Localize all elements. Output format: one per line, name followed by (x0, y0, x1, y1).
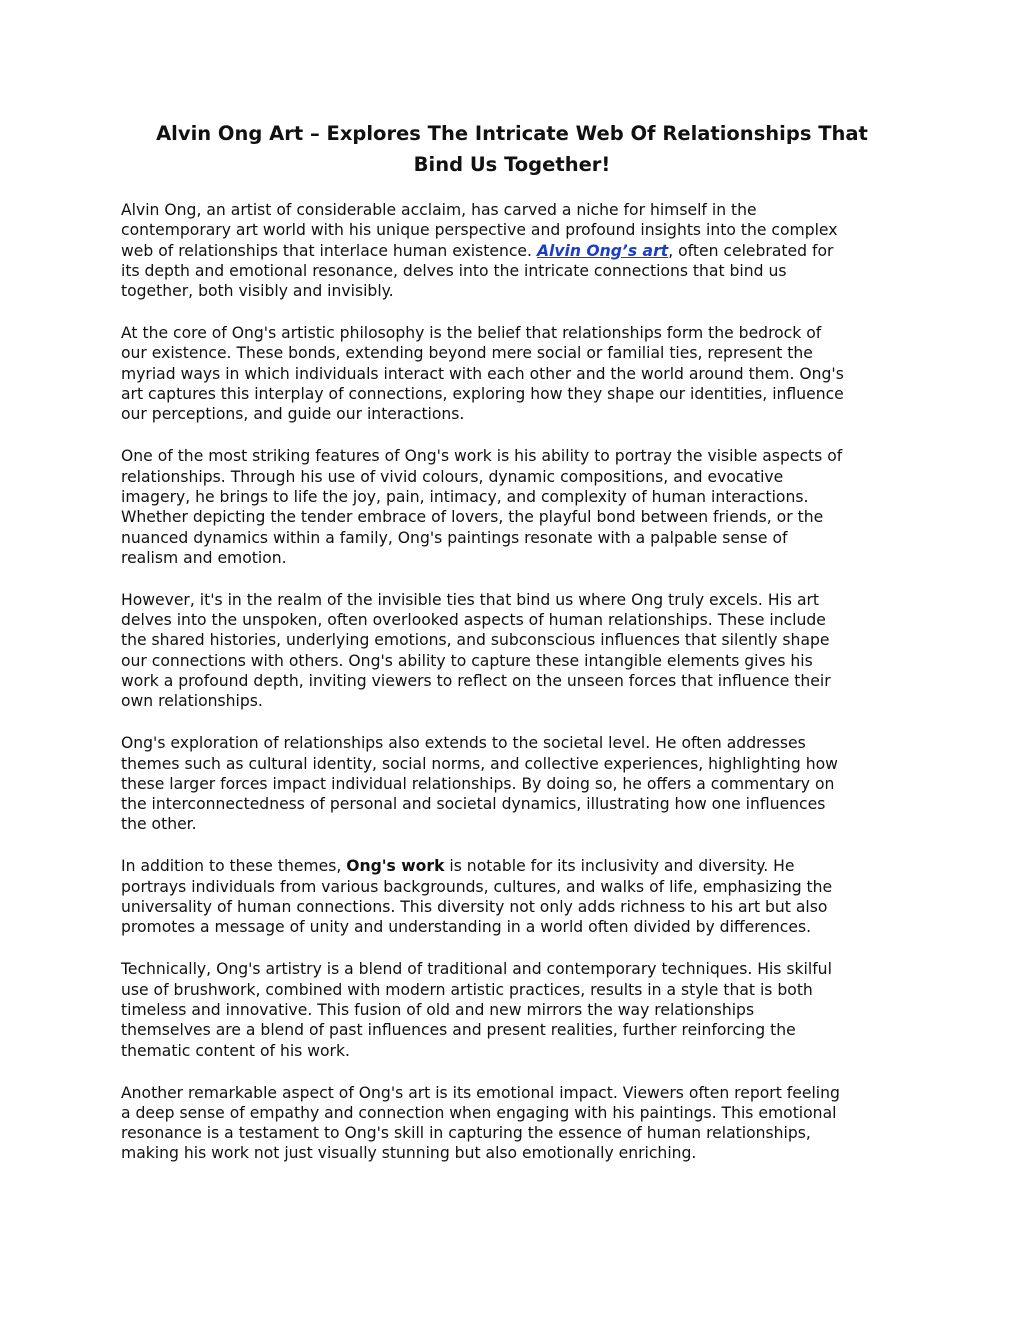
text-line: timeless and innovative. This fusion of old and new mirrors the way relationships (121, 1000, 755, 1019)
text-line: realism and emotion. (121, 548, 287, 567)
paragraph-inclusivity (121, 856, 906, 937)
text-line: delves into the unspoken, often overlooked aspects of human relationships. These include (121, 611, 826, 630)
document-body (121, 200, 906, 1185)
text-line: contemporary art world with his unique perspective and profound insights into the complex (121, 221, 838, 240)
text-line: universality of human connections. This diversity not only adds richness to his art but also (121, 898, 828, 917)
text-line: imagery, he brings to life the joy, pain, intimacy, and complexity of human interactions. (121, 487, 809, 506)
text-line: use of brushwork, combined with modern artistic practices, results in a style that is both (121, 980, 813, 999)
text-line: thematic content of his work. (121, 1041, 350, 1060)
text-line: a deep sense of empathy and connection when engaging with his paintings. This emotional (121, 1103, 837, 1122)
paragraph-emotional-impact (121, 1083, 906, 1164)
text-line: myriad ways in which individuals interact with each other and the world around them. Ong's (121, 364, 844, 383)
text-run: In addition to these themes, (121, 857, 347, 876)
text-line: Technically, Ong's artistry is a blend of traditional and contemporary techniques. His skilful (121, 960, 832, 979)
text-line: promotes a message of unity and understanding in a world often divided by differences. (121, 918, 812, 937)
text-line: themselves are a blend of past influences and present realities, further reinforcing the (121, 1021, 796, 1040)
text-line: these larger forces impact individual relationships. By doing so, he offers a commentary on (121, 774, 835, 793)
text-line: Whether depicting the tender embrace of lovers, the playful bond between friends, or the (121, 508, 824, 527)
text-line: work a profound depth, inviting viewers to reflect on the unseen forces that influence their (121, 672, 831, 690)
title-line: Bind Us Together! (413, 153, 611, 176)
title-line: Alvin Ong Art – Explores The Intricate Web Of Relationships That (156, 122, 868, 145)
ongs-work-bold-text: Ong's work (346, 857, 445, 876)
text-line: One of the most striking features of Ong's work is his ability to portray the visible aspects of (121, 447, 843, 466)
text-line: Alvin Ong, an artist of considerable acclaim, has carved a niche for himself in the (121, 201, 757, 219)
text-line: At the core of Ong's artistic philosophy is the belief that relationships form the bedrock of (121, 324, 822, 343)
text-line: Another remarkable aspect of Ong's art is its emotional impact. Viewers often report feeling (121, 1083, 840, 1102)
text-line: the interconnectedness of personal and societal dynamics, illustrating how one influences (121, 795, 826, 814)
paragraph-technique (121, 959, 906, 1060)
text-line: our existence. These bonds, extending beyond mere social or familial ties, represent the (121, 344, 813, 363)
text-line: the shared histories, underlying emotions, and subconscious influences that silently shape (121, 631, 830, 650)
text-line: portrays individuals from various backgrounds, cultures, and walks of life, emphasizing the (121, 877, 833, 896)
text-line: together, both visibly and invisibly. (121, 282, 394, 301)
text-line: making his work not just visually stunning but also emotionally enriching. (121, 1144, 697, 1163)
document-title (120, 118, 904, 180)
text-run: web of relationships that interlace human existence. (121, 241, 537, 260)
text-line-with-link (121, 241, 906, 261)
paragraph-visible-aspects (121, 446, 906, 568)
text-line: However, it's in the realm of the invisible ties that bind us where Ong truly excels. His art (121, 590, 820, 609)
text-line: relationships. Through his use of vivid colours, dynamic compositions, and evocative (121, 467, 784, 486)
text-line: nuanced dynamics within a family, Ong's paintings resonate with a palpable sense of (121, 528, 788, 547)
text-line: the other. (121, 815, 197, 834)
text-line: Ong's exploration of relationships also extends to the societal level. He often addresses (121, 734, 806, 753)
text-line: its depth and emotional resonance, delves into the intricate connections that bind us (121, 261, 787, 280)
alvin-ong-art-link[interactable]: Alvin Ong’s art (536, 241, 669, 260)
text-line: our connections with others. Ong's ability to capture these intangible elements gives his (121, 651, 813, 670)
text-line: own relationships. (121, 692, 263, 711)
text-line-with-bold (121, 856, 906, 876)
text-line: resonance is a testament to Ong's skill in capturing the essence of human relationships, (121, 1124, 811, 1143)
paragraph-societal-level (121, 733, 906, 834)
text-run: , often celebrated for (668, 241, 834, 260)
paragraph-invisible-ties (121, 590, 906, 712)
paragraph-philosophy (121, 323, 906, 424)
text-line: themes such as cultural identity, social norms, and collective experiences, highlighting how (121, 754, 838, 773)
text-line: our perceptions, and guide our interactions. (121, 405, 465, 424)
text-line: art captures this interplay of connections, exploring how they shape our identities, influence (121, 385, 844, 404)
paragraph-intro (121, 200, 906, 301)
text-run: is notable for its inclusivity and diversity. He (444, 857, 795, 876)
